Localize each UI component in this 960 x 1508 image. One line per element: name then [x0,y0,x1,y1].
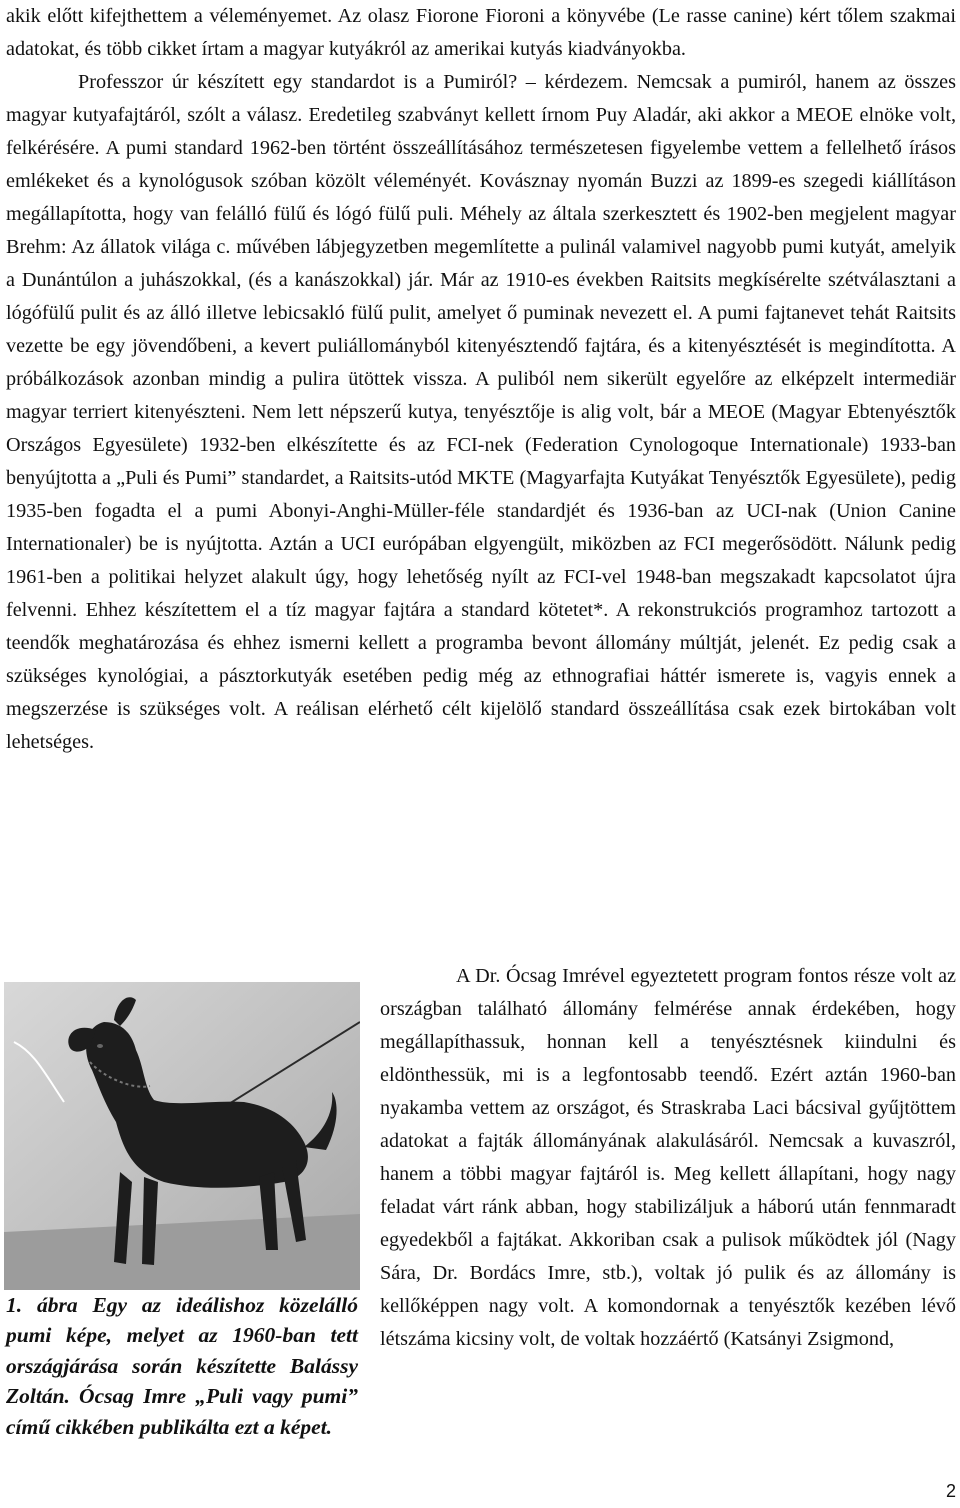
paragraph-1: akik előtt kifejthettem a véleményemet. Az olasz Fiorone Fioroni a könyvébe (Le rasse canine) kért tőlem szakmai adatokat, és több cikket írtam a magyar kutyákról az amerikai kutyás kiadványokba. [6,5,956,60]
figure-caption: 1. ábra Egy az ideálishoz közelálló pumi képe, melyet az 1960-ban tett országjárása során készítette Balássy Zoltán. Ócsag Imre „Puli vagy pumi” című cikkében publikálta ezt a képet. [6,1293,358,1439]
side-paragraph: A Dr. Ócsag Imrével egyeztetett program fontos része volt az országban található állomány felmérése annak érdekében, hogy megállapíthassuk, honnan kell a tenyésztésnek kiindulni és eldönthessük, mi is a legfontosabb teendő. Ezért aztán 1960-ban nyakamba vettem az országot, és Straskraba Laci bácsival gyűjtöttem adatokat a fajták állományának alakulásáról. Nemcsak a kuvaszról, hanem a többi magyar fajtáról is. Meg kellett állapítani, hogy nagy feladat várt ránk abban, hogy stabilizáljuk a háború után fennmaradt egyedekből a fajtákat. Akkoriban csak a pulisok működtek jól (Nagy Sára, Dr. Bordács Imre, stb.), voltak jó pulik és az állomány is kellőképpen nagy volt. A komondornak a tenyésztők kezében lévő létszáma kicsiny volt, de voltak hozzáértő (Katsányi Zsigmond, [380,965,956,1350]
page-number: 2 [945,1481,956,1501]
dog-photo [4,982,360,1290]
paragraph-2: Professzor úr készített egy standardot is a Pumiról? – kérdezem. Nemcsak a pumiról, hanem az összes magyar kutyafajtáról, szólt a válasz. Eredetileg szabványt kellett írnom Puy Aladár, aki akkor a MEOE elnöke volt, felkérésére. A pumi standard 1962-ben történt összeállításához természetesen figyelembe vettem a fellelhető írásos emlékeket és a kynológusok szóban közölt véleményét. Kovásznay nyomán Buzzi az 1899-es szegedi kiállításon megállapította, hogy van felálló fülű és lógó fülű puli. Méhely az általa szerkesztett és 1902-ben megjelent magyar Brehm: Az állatok világa c. művében lábjegyzetben megemlítette a pulinál valamivel nagyobb pumi kutyát, amelyik a Dunántúlon a juhászokkal, (és a kanászokkal) jár. Már az 1910-es években Raitsits megkísérelte szétválasztani a lógófülű pulit és az álló illetve lebicsakló fülű pulit, amelyet ő puminak nevezett el. A pumi fajtanevet tehát Raitsits vezette be egy jövendőbeni, a kevert puliállományból kitenyésztendő fajtára, és a kitenyésztését is megindította. A próbálkozások azonban mindig a pulira ütöttek vissza. A puliból nem sikerült egyelőre az elképzelt intermediär magyar terriert kitenyészteni. Nem lett népszerű kutya, tenyésztője is alig volt, bár a MEOE (Magyar Ebtenyésztők Országos Egyesülete) 1932-ben elkészítette és az FCI-nek (Federation Cynologoque Internationale) 1933-ban benyújtotta a „Puli és Pumi” standardet, a Raitsits-utód MKTE (Magyarfajta Kutyákat Tenyésztők Egyesülete), pedig 1935-ben fogadta el a pumi Abonyi-Anghi-Müller-féle standardjét és 1936-ban az UCI-nak (Union Canine Internationaler) be is nyújtotta. Aztán a UCI európában elgyengült, miközben az FCI megerősödött. Nálunk pedig 1961-ben a politikai helyzet alakult úgy, hogy lehetőség nyílt az FCI-vel 1948-ban megszakadt kapcsolatot újra felvenni. Ehhez készítettem el a tíz magyar fajtára a standard kötetet*. A rekonstrukciós programhoz tartozott a teendők meghatározása és ehhez ismerni kellett a programba bevont állomány múltját, jelenét. Ez pedig csak a szükséges kynológiai, a pásztorkutyák esetében pedig még az ethnografiai háttér ismerete is, vagyis ennek a megszerzése is szükséges volt. A reálisan elérhető célt kijelölő standard összeállítása csak ezek birtokában volt lehetséges. [6,71,956,753]
dog-photo-icon [4,982,360,1290]
side-text [380,960,956,1356]
body-text [6,0,956,759]
